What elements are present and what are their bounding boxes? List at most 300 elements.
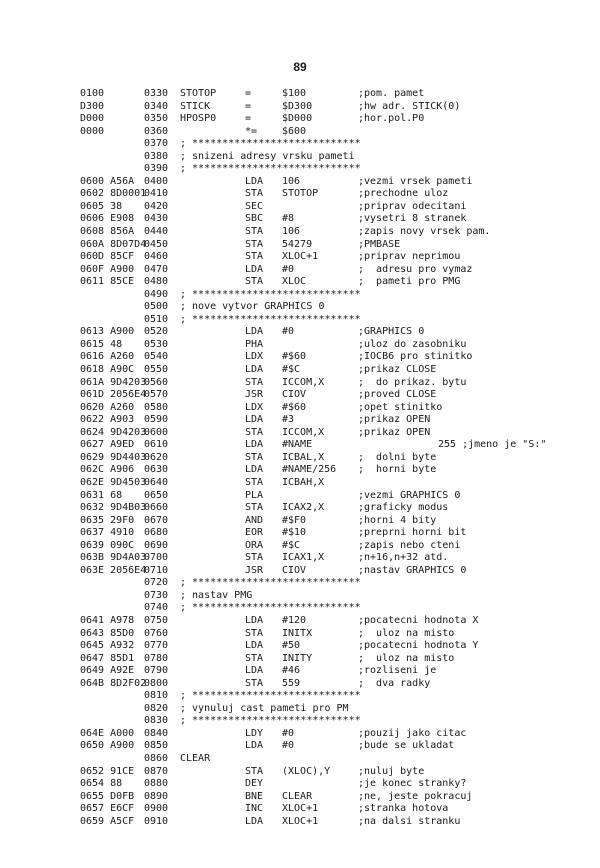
address-column: 0608 856A — [80, 226, 135, 238]
line-number: 0380 — [144, 150, 169, 162]
line-number: 0850 — [144, 740, 169, 752]
listing-line — [0, 101, 600, 114]
listing-line — [0, 678, 600, 691]
comment-banner: ; **************************** — [180, 577, 361, 589]
address-column: 060D 85CF — [80, 251, 135, 263]
line-number: 0910 — [144, 815, 169, 827]
comment: ;vysetri 8 stranek — [358, 213, 467, 225]
address-column: 060A 8D07D4 — [80, 238, 147, 250]
label-column: CLEAR — [180, 752, 211, 764]
line-number: 0570 — [144, 389, 169, 401]
listing-line — [0, 665, 600, 678]
line-number: 0870 — [144, 765, 169, 777]
operand: XLOC+1 — [282, 815, 319, 827]
mnemonic: STA — [245, 552, 264, 564]
comment: 255 ;jmeno je "S:" — [438, 439, 547, 451]
comment: ;stranka hotova — [358, 803, 449, 815]
operand: 54279 — [282, 238, 313, 250]
comment: ;vezmi GRAPHICS 0 — [358, 489, 461, 501]
line-number: 0360 — [144, 125, 169, 137]
operand: 106 — [282, 175, 301, 187]
comment: ;priprav odecitani — [358, 200, 467, 212]
line-number: 0540 — [144, 351, 169, 363]
address-column: 0659 A5CF — [80, 815, 135, 827]
listing-line — [0, 615, 600, 628]
line-number: 0390 — [144, 163, 169, 175]
line-number: 0680 — [144, 527, 169, 539]
operand: INITY — [282, 652, 313, 664]
address-column: 0629 9D4403 — [80, 451, 147, 463]
mnemonic: SEC — [245, 200, 264, 212]
address-column: 0600 A56A — [80, 175, 135, 187]
line-number: 0770 — [144, 640, 169, 652]
listing-line — [0, 138, 600, 151]
listing-line — [0, 414, 600, 427]
address-column: 064B 8D2F02 — [80, 677, 147, 689]
listing-line — [0, 803, 600, 816]
listing-line — [0, 201, 600, 214]
address-column: 064E A000 — [80, 727, 135, 739]
mnemonic: DEY — [245, 778, 264, 790]
line-number: 0350 — [144, 113, 169, 125]
listing-line — [0, 703, 600, 716]
line-number: 0400 — [144, 175, 169, 187]
line-number: 0710 — [144, 564, 169, 576]
address-column: 0650 A900 — [80, 740, 135, 752]
mnemonic: LDA — [245, 740, 264, 752]
line-number: 0370 — [144, 138, 169, 150]
mnemonic: BNE — [245, 790, 264, 802]
line-number: 0590 — [144, 414, 169, 426]
comment: ;prikaz CLOSE — [358, 364, 437, 376]
address-column: 0618 A90C — [80, 364, 135, 376]
operand: ICBAL,X — [282, 451, 325, 463]
comment: ;prechodne uloz — [358, 188, 449, 200]
comment: ;pom. pamet — [358, 88, 425, 99]
operand: (XLOC),Y — [282, 765, 331, 777]
listing-line — [0, 540, 600, 553]
comment: ;nuluj byte — [358, 765, 425, 777]
operand: ICAX2,X — [282, 502, 325, 514]
comment-banner: ; **************************** — [180, 313, 361, 325]
address-column: 0637 4910 — [80, 527, 135, 539]
mnemonic: LDX — [245, 401, 264, 413]
comment: ; horni byte — [358, 464, 437, 476]
address-column: 0631 68 — [80, 489, 123, 501]
line-number: 0460 — [144, 251, 169, 263]
listing-line — [0, 490, 600, 503]
listing-line — [0, 628, 600, 641]
address-column: 0605 38 — [80, 200, 123, 212]
listing-line — [0, 289, 600, 302]
mnemonic: INC — [245, 803, 264, 815]
address-column: 0613 A900 — [80, 326, 135, 338]
listing-line — [0, 389, 600, 402]
operand: #$F0 — [282, 514, 307, 526]
address-column: 0652 91CE — [80, 765, 135, 777]
line-number: 0480 — [144, 276, 169, 288]
line-number: 0650 — [144, 489, 169, 501]
listing-line — [0, 113, 600, 126]
line-number: 0420 — [144, 200, 169, 212]
address-column: 0643 85D0 — [80, 627, 135, 639]
operand: #50 — [282, 640, 301, 652]
line-number: 0600 — [144, 426, 169, 438]
address-column: 0635 29F0 — [80, 514, 135, 526]
comment: ;n+16,n+32 atd. — [358, 552, 449, 564]
operand: $600 — [282, 125, 307, 137]
operand: #$60 — [282, 401, 307, 413]
operand: ICCOM,X — [282, 376, 325, 388]
operand: #NAME/256 — [282, 464, 337, 476]
mnemonic: = — [245, 113, 252, 125]
mnemonic: STA — [245, 451, 264, 463]
mnemonic: LDA — [245, 439, 264, 451]
operand: CIOV — [282, 389, 307, 401]
comment: ;uloz do zasobniku — [358, 338, 467, 350]
address-column: 0647 85D1 — [80, 652, 135, 664]
mnemonic: = — [245, 88, 252, 99]
listing-line — [0, 464, 600, 477]
mnemonic: SBC — [245, 213, 264, 225]
comment-banner: ; **************************** — [180, 163, 361, 175]
line-number: 0790 — [144, 665, 169, 677]
address-column: 0645 A932 — [80, 640, 135, 652]
mnemonic: LDA — [245, 263, 264, 275]
listing-line — [0, 552, 600, 565]
listing-line — [0, 163, 600, 176]
listing-line — [0, 565, 600, 578]
mnemonic: PHA — [245, 338, 264, 350]
listing-line — [0, 326, 600, 339]
mnemonic: ORA — [245, 539, 264, 551]
comment: ; dva radky — [358, 677, 431, 689]
listing-line — [0, 88, 600, 101]
line-number: 0450 — [144, 238, 169, 250]
comment: ;pouzij jako citac — [358, 727, 467, 739]
mnemonic: LDA — [245, 614, 264, 626]
operand: #8 — [282, 213, 295, 225]
mnemonic: LDA — [245, 364, 264, 376]
line-number: 0830 — [144, 715, 169, 727]
line-number: 0800 — [144, 677, 169, 689]
listing-line — [0, 753, 600, 766]
listing-line — [0, 264, 600, 277]
address-column: 0655 D0FB — [80, 790, 135, 802]
line-number: 0760 — [144, 627, 169, 639]
label-column: STICK — [180, 100, 211, 112]
listing-line — [0, 126, 600, 139]
comment: ;zapis nebo cteni — [358, 539, 461, 551]
operand: #$C — [282, 539, 301, 551]
comment: ;GRAPHICS 0 — [358, 326, 425, 338]
mnemonic: LDX — [245, 351, 264, 363]
operand: #$60 — [282, 351, 307, 363]
label-column: STOTOP — [180, 88, 217, 99]
listing-line — [0, 515, 600, 528]
address-column: 061D 2056E4 — [80, 389, 147, 401]
line-number: 0720 — [144, 577, 169, 589]
address-column: 0611 85CE — [80, 276, 135, 288]
mnemonic: LDA — [245, 665, 264, 677]
comment: ; uloz na misto — [358, 652, 455, 664]
label-column: HPOSP0 — [180, 113, 217, 125]
operand: #46 — [282, 665, 301, 677]
mnemonic: *= — [245, 125, 258, 137]
listing-line — [0, 640, 600, 653]
comment: ;vezmi vrsek pameti — [358, 175, 473, 187]
line-number: 0440 — [144, 226, 169, 238]
line-number: 0740 — [144, 602, 169, 614]
operand: #$10 — [282, 527, 307, 539]
listing-line — [0, 602, 600, 615]
comment: ;IOCB6 pro stinitko — [358, 351, 473, 363]
address-column: 062C A906 — [80, 464, 135, 476]
operand: #0 — [282, 263, 295, 275]
address-column: 0000 — [80, 125, 105, 137]
operand: #3 — [282, 414, 295, 426]
line-number: 0690 — [144, 539, 169, 551]
comment: ;bude se ukladat — [358, 740, 455, 752]
mnemonic: LDY — [245, 727, 264, 739]
operand: $100 — [282, 88, 307, 99]
listing-line — [0, 377, 600, 390]
line-number: 0640 — [144, 476, 169, 488]
comment: ;graficky modus — [358, 502, 449, 514]
line-number: 0900 — [144, 803, 169, 815]
comment: ; uloz na misto — [358, 627, 455, 639]
mnemonic: STA — [245, 627, 264, 639]
comment-banner: ; **************************** — [180, 690, 361, 702]
operand: #120 — [282, 614, 307, 626]
listing-line — [0, 791, 600, 804]
address-column: 0622 A903 — [80, 414, 135, 426]
line-number: 0840 — [144, 727, 169, 739]
address-column: 0632 9D4B03 — [80, 502, 147, 514]
line-number: 0810 — [144, 690, 169, 702]
comment-banner: ; **************************** — [180, 602, 361, 614]
mnemonic: STA — [245, 426, 264, 438]
operand: CIOV — [282, 564, 307, 576]
line-number: 0550 — [144, 364, 169, 376]
listing-line — [0, 778, 600, 791]
assembly-listing — [0, 88, 600, 828]
listing-line — [0, 690, 600, 703]
mnemonic: LDA — [245, 464, 264, 476]
operand: $D300 — [282, 100, 313, 112]
line-number: 0700 — [144, 552, 169, 564]
mnemonic: LDA — [245, 815, 264, 827]
address-column: 0606 E908 — [80, 213, 135, 225]
line-number: 0490 — [144, 288, 169, 300]
listing-line — [0, 590, 600, 603]
listing-line — [0, 151, 600, 164]
operand: ICCOM,X — [282, 426, 325, 438]
address-column: 0624 9D4203 — [80, 426, 147, 438]
comment: ;proved CLOSE — [358, 389, 437, 401]
comment: ;pocatecni hodnota X — [358, 614, 479, 626]
mnemonic: LDA — [245, 640, 264, 652]
mnemonic: PLA — [245, 489, 264, 501]
mnemonic: STA — [245, 238, 264, 250]
listing-line — [0, 351, 600, 364]
line-number: 0560 — [144, 376, 169, 388]
address-column: 0657 E6CF — [80, 803, 135, 815]
comment: ;ne, jeste pokracuj — [358, 790, 473, 802]
comment: ;priprav neprimou — [358, 251, 461, 263]
comment-banner: ; snizeni adresy vrsku pameti — [180, 150, 355, 162]
comment: ;hor.pol.P0 — [358, 113, 425, 125]
comment: ;hw adr. STICK(0) — [358, 100, 461, 112]
line-number: 0670 — [144, 514, 169, 526]
mnemonic: STA — [245, 251, 264, 263]
operand: 106 — [282, 226, 301, 238]
comment: ;prikaz OPEN — [358, 414, 431, 426]
mnemonic: LDA — [245, 175, 264, 187]
comment: ;preprni horni bit — [358, 527, 467, 539]
mnemonic: STA — [245, 765, 264, 777]
address-column: 060F A900 — [80, 263, 135, 275]
mnemonic: STA — [245, 276, 264, 288]
line-number: 0630 — [144, 464, 169, 476]
line-number: 0880 — [144, 778, 169, 790]
mnemonic: STA — [245, 376, 264, 388]
comment: ;rozliseni je — [358, 665, 437, 677]
comment: ; adresu pro vymaz — [358, 263, 473, 275]
comment: ;na dalsi stranku — [358, 815, 461, 827]
mnemonic: STA — [245, 677, 264, 689]
operand: #NAME — [282, 439, 313, 451]
operand: ICBAH,X — [282, 476, 325, 488]
operand: #0 — [282, 740, 295, 752]
listing-line — [0, 427, 600, 440]
operand: INITX — [282, 627, 313, 639]
operand: $D000 — [282, 113, 313, 125]
listing-line — [0, 239, 600, 252]
operand: CLEAR — [282, 790, 313, 802]
mnemonic: = — [245, 100, 252, 112]
mnemonic: STA — [245, 476, 264, 488]
comment: ;je konec stranky? — [358, 778, 467, 790]
listing-line — [0, 715, 600, 728]
operand: ICAX1,X — [282, 552, 325, 564]
address-column: D000 — [80, 113, 105, 125]
listing-line — [0, 740, 600, 753]
operand: XLOC — [282, 276, 307, 288]
comment: ;horni 4 bity — [358, 514, 437, 526]
line-number: 0410 — [144, 188, 169, 200]
listing-line — [0, 527, 600, 540]
listing-line — [0, 653, 600, 666]
line-number: 0620 — [144, 451, 169, 463]
comment-banner: ; nove vytvor GRAPHICS 0 — [180, 301, 325, 313]
address-column: D300 — [80, 100, 105, 112]
operand: XLOC+1 — [282, 251, 319, 263]
mnemonic: LDA — [245, 326, 264, 338]
line-number: 0430 — [144, 213, 169, 225]
line-number: 0660 — [144, 502, 169, 514]
comment-banner: ; nastav PMG — [180, 589, 253, 601]
line-number: 0330 — [144, 88, 169, 99]
comment: ;opet stinitko — [358, 401, 443, 413]
line-number: 0820 — [144, 702, 169, 714]
address-column: 0649 A92E — [80, 665, 135, 677]
address-column: 0627 A9ED — [80, 439, 135, 451]
mnemonic: AND — [245, 514, 264, 526]
address-column: 0615 48 — [80, 338, 123, 350]
operand: #0 — [282, 727, 295, 739]
operand: 559 — [282, 677, 301, 689]
line-number: 0890 — [144, 790, 169, 802]
listing-line — [0, 816, 600, 829]
operand: XLOC+1 — [282, 803, 319, 815]
line-number: 0580 — [144, 401, 169, 413]
comment-banner: ; **************************** — [180, 138, 361, 150]
listing-line — [0, 339, 600, 352]
page-number: 89 — [293, 60, 307, 74]
listing-line — [0, 176, 600, 189]
line-number: 0530 — [144, 338, 169, 350]
mnemonic: LDA — [245, 414, 264, 426]
address-column: 0602 8D0001 — [80, 188, 147, 200]
mnemonic: JSR — [245, 564, 264, 576]
address-column: 0620 A260 — [80, 401, 135, 413]
line-number: 0780 — [144, 652, 169, 664]
comment: ;prikaz OPEN — [358, 426, 431, 438]
comment: ;zapis novy vrsek pam. — [358, 226, 491, 238]
listing-line — [0, 439, 600, 452]
listing-line — [0, 477, 600, 490]
listing-line — [0, 188, 600, 201]
address-column: 0616 A260 — [80, 351, 135, 363]
mnemonic: STA — [245, 502, 264, 514]
mnemonic: EOR — [245, 527, 264, 539]
comment: ;nastav GRAPHICS 0 — [358, 564, 467, 576]
operand: STOTOP — [282, 188, 319, 200]
line-number: 0860 — [144, 752, 169, 764]
comment-banner: ; **************************** — [180, 288, 361, 300]
address-column: 062E 9D4503 — [80, 476, 147, 488]
listing-line — [0, 728, 600, 741]
operand: #$C — [282, 364, 301, 376]
listing-line — [0, 226, 600, 239]
line-number: 0730 — [144, 589, 169, 601]
listing-line — [0, 364, 600, 377]
line-number: 0520 — [144, 326, 169, 338]
address-column: 063E 2056E4 — [80, 564, 147, 576]
line-number: 0610 — [144, 439, 169, 451]
comment: ;pocatecni hodnota Y — [358, 640, 479, 652]
line-number: 0750 — [144, 614, 169, 626]
line-number: 0470 — [144, 263, 169, 275]
address-column: 0641 A978 — [80, 614, 135, 626]
mnemonic: JSR — [245, 389, 264, 401]
listing-line — [0, 301, 600, 314]
mnemonic: STA — [245, 226, 264, 238]
operand: #0 — [282, 326, 295, 338]
listing-line — [0, 251, 600, 264]
comment-banner: ; **************************** — [180, 715, 361, 727]
address-column: 0654 88 — [80, 778, 123, 790]
address-column: 063B 9D4A03 — [80, 552, 147, 564]
comment: ; dolni byte — [358, 451, 437, 463]
listing-line — [0, 577, 600, 590]
comment-banner: ; vynuluj cast pameti pro PM — [180, 702, 349, 714]
comment: ; pameti pro PMG — [358, 276, 461, 288]
line-number: 0510 — [144, 313, 169, 325]
listing-line — [0, 502, 600, 515]
listing-line — [0, 314, 600, 327]
